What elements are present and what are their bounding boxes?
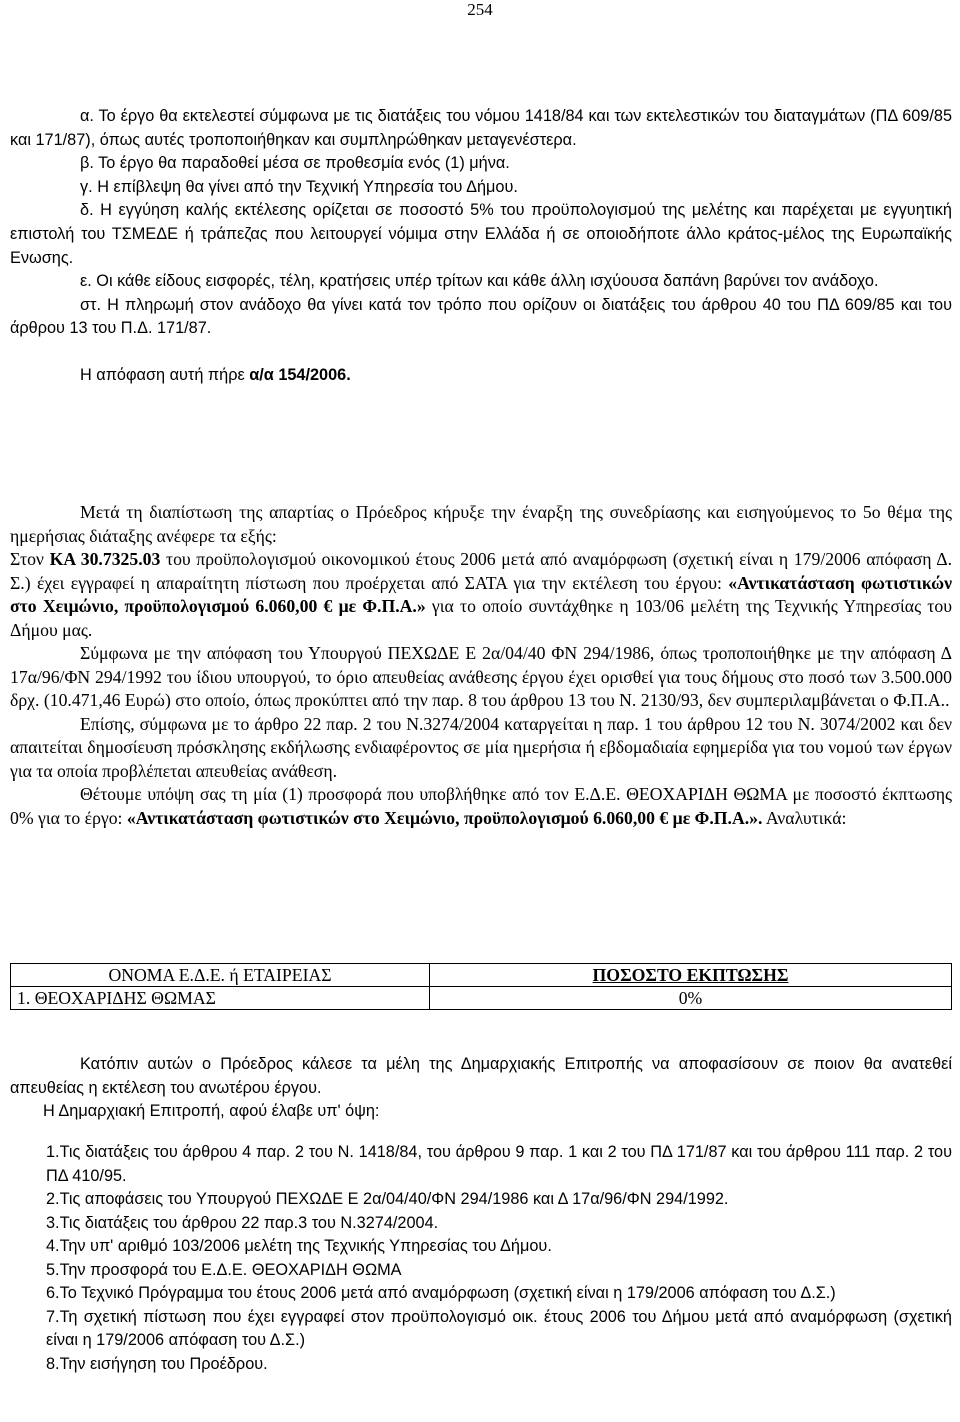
decision-line: [10, 364, 952, 388]
intro-paragraph-1: Μετά τη διαπίστωση της απαρτίας ο Πρόεδρος κήρυξε την έναρξη της συνεδρίασης και εισηγούμενος το 5ο θέμα της ημερήσιας διάταξης ανέφερε τα εξής:: [10, 502, 952, 546]
intro-p2-text-c: του προϋπολογισμού οικονομικού έτους 2006 μετά από αναμόρφωση (σχετική είναι η 179/2006 απόφαση Δ. Σ.) έχει εγγραφεί η απαραίτητη πίστωση που προέρχεται από ΣΑΤΑ για την εκτέλεση του έργου:: [10, 549, 952, 593]
header-discount: ΠΟΣΟΣΤΟ ΕΚΠΤΩΣΗΣ: [430, 964, 952, 987]
intro-p2-text-a: Στον: [10, 549, 50, 569]
header-name: ΟΝΟΜΑ Ε.Δ.Ε. ή ΕΤΑΙΡΕΙΑΣ: [11, 964, 430, 987]
offer-discount: 0%: [430, 987, 952, 1010]
list-item: 7.Τη σχετική πίστωση που έχει εγγραφεί στον προϋπολογισμό οικ. έτους 2006 του Δήμου μετά από αναμόρφωση (σχετική είναι η 179/2006 απόφαση του Δ.Σ.): [46, 1307, 952, 1349]
clause-st: στ. Η πληρωμή στον ανάδοχο θα γίνει κατά τον τρόπο που ορίζουν οι διατάξεις του άρθρου 40 του ΠΔ 609/85 και του άρθρου 13 του Π.Δ. 171/87.: [10, 295, 952, 338]
closing-paragraph-2: Η Δημαρχιακή Επιτροπή, αφού έλαβε υπ' όψη:: [43, 1102, 380, 1121]
closing-paragraph-1: Κατόπιν αυτών ο Πρόεδρος κάλεσε τα μέλη της Δημαρχιακής Επιτροπής να αποφασίσουν σε ποιον θα ανατεθεί απευθείας η εκτέλεση του ανωτέρου έργου.: [10, 1055, 952, 1097]
list-item: 5.Την προσφορά του Ε.Δ.Ε. ΘΕΟΧΑΡΙΔΗ ΘΩΜΑ: [46, 1260, 402, 1279]
intro-paragraph-3: Σύμφωνα με την απόφαση του Υπουργού ΠΕΧΩΔΕ Ε 2α/04/40 ΦΝ 294/1986, όπως τροποποιήθηκε με την απόφαση Δ 17α/96/ΦΝ 294/1992 του ίδιου υπουργού, το όριο απευθείας ανάθεσης έργου έχει ορισθεί για τους δήμους στο ποσό των 3.500.000 δρχ. (10.471,46 Ευρώ) στο οποίο, όπως προκύπτει από την παρ. 8 του άρθρου 13 του Ν. 2130/93, δεν συμπεριλαμβάνεται ο Φ.Π.Α..: [10, 643, 952, 710]
intro-p5-text-a: Θέτουμε υπόψη σας τη μία (1) προσφορά που υποβλήθηκε από τον Ε.Δ.Ε. ΘΕΟΧΑΡΙΔΗ ΘΩΜΑ με ποσοστό έκπτωσης 0% για το έργο:: [10, 784, 952, 828]
decision-prefix: Η απόφαση αυτή πήρε: [80, 365, 250, 384]
clause-e: ε. Οι κάθε είδους εισφορές, τέλη, κρατήσεις υπέρ τρίτων και κάθε άλλη ισχύουσα δαπάνη βαρύνει τον ανάδοχο.: [80, 272, 879, 291]
offers-table: [10, 963, 952, 1010]
table-row: [11, 987, 952, 1010]
intro-paragraph-2: [10, 548, 952, 642]
table-header-row: [11, 964, 952, 987]
list-item: 2.Τις αποφάσεις του Υπουργού ΠΕΧΩΔΕ Ε 2α/04/40/ΦΝ 294/1986 και Δ 17α/96/ΦΝ 294/1992.: [46, 1190, 729, 1208]
list-item: 6.Το Τεχνικό Πρόγραμμα του έτους 2006 μετά από αναμόρφωση (σχετική είναι η 179/2006 απόφαση του Δ.Σ.): [46, 1284, 836, 1302]
intro-section: [10, 501, 952, 830]
budget-code: ΚΑ 30.7325.03: [49, 549, 161, 569]
list-item: 8.Την εισήγηση του Προέδρου.: [46, 1354, 268, 1373]
decision-number: α/α 154/2006.: [249, 365, 351, 384]
list-item: 3.Τις διατάξεις του άρθρου 22 παρ.3 του Ν.3274/2004.: [46, 1213, 439, 1232]
project-title: «Αντικατάσταση φωτιστικών στο Χειμώνιο, προϋπολογισμού 6.060,00 € με Φ.Π.Α.»: [10, 572, 952, 616]
clause-d: δ. Η εγγύηση καλής εκτέλεσης ορίζεται σε ποσοστό 5% του προϋπολογισμού της μελέτης και παρέχεται με εγγυητική επιστολή του ΤΣΜΕΔΕ ή τράπεζας που λειτουργεί νόμιμα στην Ελλάδα ή σε οποιοδήποτε άλλο κράτος-μέλος της Ευρωπαϊκής Ενωσης.: [10, 201, 952, 267]
list-item: 1.Τις διατάξεις του άρθρου 4 παρ. 2 του Ν. 1418/84, του άρθρου 9 παρ. 1 και 2 του ΠΔ 171/87 και του άρθρου 111 παρ. 2 του ΠΔ 410/95.: [46, 1143, 952, 1185]
clause-g: γ. Η επίβλεψη θα γίνει από την Τεχνική Υπηρεσία του Δήμου.: [80, 177, 518, 196]
intro-paragraph-5: [10, 783, 952, 830]
intro-paragraph-4: Επίσης, σύμφωνα με το άρθρο 22 παρ. 2 του Ν.3274/2004 καταργείται η παρ. 1 του άρθρου 12 του Ν. 3074/2002 και δεν απαιτείται δημοσίευση πρόσκλησης εκδήλωσης ενδιαφέροντος σε μία ημερήσια ή εβδομαδιαία εφημερίδα για του νομού των έργων για τα οποία προβλέπεται απευθείας ανάθεση.: [10, 713, 952, 781]
considerations-list: [46, 1141, 952, 1376]
list-item: 4.Την υπ' αριθμό 103/2006 μελέτη της Τεχνικής Υπηρεσίας του Δήμου.: [46, 1237, 552, 1255]
page-number: 254: [467, 0, 493, 19]
closing-section: [10, 1053, 952, 1124]
offer-name: 1. ΘΕΟΧΑΡΙΔΗΣ ΘΩΜΑΣ: [11, 987, 430, 1010]
project-title-2: «Αντικατάσταση φωτιστικών στο Χειμώνιο, προϋπολογισμού 6.060,00 € με Φ.Π.Α.».: [126, 807, 763, 828]
clause-a: α. Το έργο θα εκτελεστεί σύμφωνα με τις διατάξεις του νόμου 1418/84 και των εκτελεστικών του διαταγμάτων (ΠΔ 609/85 και 171/87), όπως αυτές τροποποιήθηκαν και συμπληρώθηκαν μεταγενέστερα.: [10, 107, 952, 149]
intro-p5-text-c: Αναλυτικά:: [762, 807, 847, 828]
clause-b: β. Το έργο θα παραδοθεί μέσα σε προθεσμία ενός (1) μήνα.: [80, 154, 510, 173]
intro-p2-text-e: για το οποίο συντάχθηκε η 103/06 μελέτη της Τεχνικής Υπηρεσίας του Δήμου μας.: [10, 596, 952, 640]
terms-section: [10, 105, 952, 388]
